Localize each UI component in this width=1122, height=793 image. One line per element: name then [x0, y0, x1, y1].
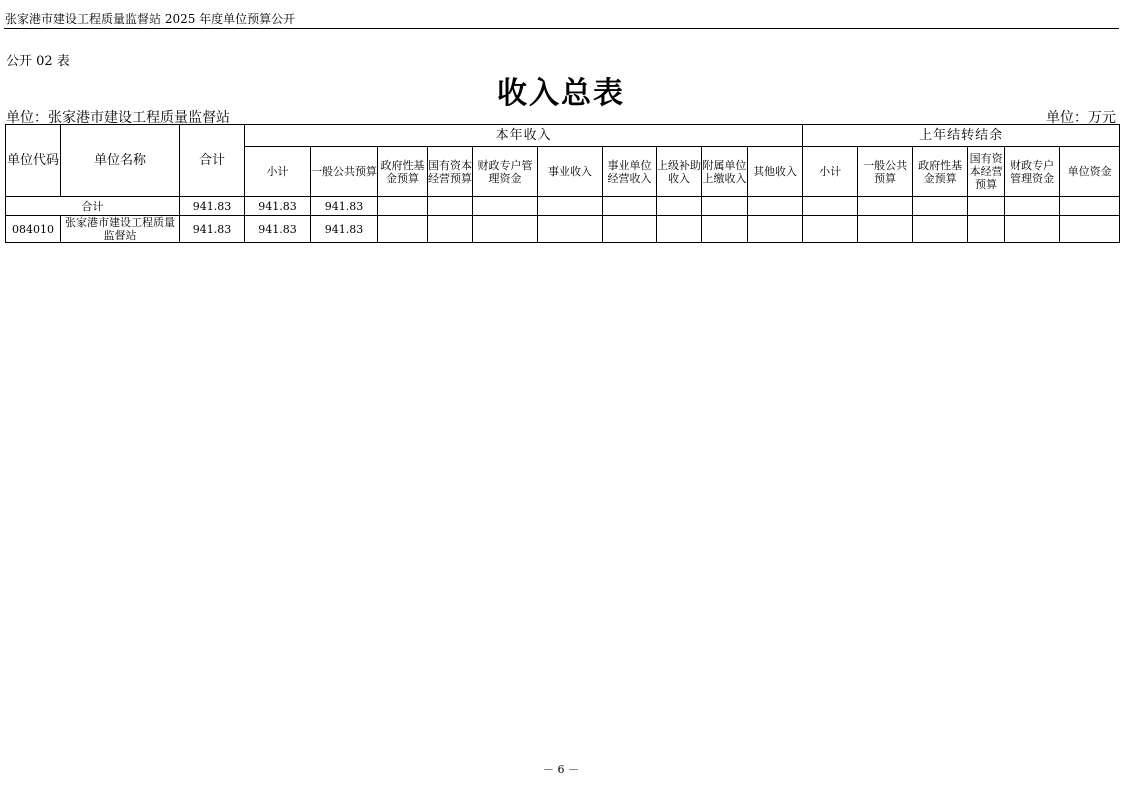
empty-cell	[1005, 197, 1060, 216]
header-cur-other-income: 其他收入	[748, 147, 803, 197]
empty-cell	[858, 197, 913, 216]
row-unit-name: 张家港市建设工程质量监督站	[61, 216, 180, 243]
header-cur-operating-income: 事业单位经营收入	[603, 147, 657, 197]
total-row-label: 合计	[6, 197, 180, 216]
empty-cell	[603, 216, 657, 243]
form-number: 公开 02 表	[6, 54, 70, 69]
header-prior-unit-funds: 单位资金	[1060, 147, 1120, 197]
header-cur-special-account: 财政专户管理资金	[473, 147, 538, 197]
empty-cell	[378, 216, 428, 243]
empty-cell	[803, 197, 858, 216]
header-cur-gov-fund: 政府性基金预算	[378, 147, 428, 197]
header-cur-superior-subsidy: 上级补助收入	[657, 147, 702, 197]
page-number: － 6 －	[543, 763, 579, 776]
empty-cell	[968, 197, 1005, 216]
row-unit-code: 084010	[6, 216, 61, 243]
empty-cell	[702, 216, 748, 243]
header-cur-state-capital: 国有资本经营预算	[428, 147, 473, 197]
empty-cell	[968, 216, 1005, 243]
empty-cell	[428, 216, 473, 243]
empty-cell	[473, 216, 538, 243]
empty-cell	[913, 197, 968, 216]
header-prior-subtotal: 小计	[803, 147, 858, 197]
empty-cell	[538, 197, 603, 216]
reporting-unit: 单位：张家港市建设工程质量监督站	[6, 110, 230, 126]
income-summary-table	[5, 124, 1120, 243]
empty-cell	[748, 216, 803, 243]
empty-cell	[657, 197, 702, 216]
empty-cell	[1060, 197, 1120, 216]
header-prior-state-capital: 国有资本经营预算	[968, 147, 1005, 197]
empty-cell	[428, 197, 473, 216]
empty-cell	[538, 216, 603, 243]
total-row-cur-general: 941.83	[311, 197, 378, 216]
header-prior-special-account: 财政专户管理资金	[1005, 147, 1060, 197]
empty-cell	[1060, 216, 1120, 243]
header-prior-gov-fund: 政府性基金预算	[913, 147, 968, 197]
table-row-total	[6, 197, 1120, 216]
empty-cell	[858, 216, 913, 243]
header-cur-general-budget: 一般公共预算	[311, 147, 378, 197]
currency-unit: 单位：万元	[1046, 110, 1116, 126]
empty-cell	[603, 197, 657, 216]
row-total: 941.83	[180, 216, 245, 243]
header-cur-business-income: 事业收入	[538, 147, 603, 197]
empty-cell	[702, 197, 748, 216]
header-group-current-year: 本年收入	[245, 125, 803, 147]
table-row	[6, 216, 1120, 243]
total-row-cur-subtotal: 941.83	[245, 197, 311, 216]
total-row-total: 941.83	[180, 197, 245, 216]
header-total: 合计	[180, 125, 245, 197]
empty-cell	[378, 197, 428, 216]
header-unit-code: 单位代码	[6, 125, 61, 197]
row-cur-subtotal: 941.83	[245, 216, 311, 243]
empty-cell	[657, 216, 702, 243]
header-cur-affiliate-remit: 附属单位上缴收入	[702, 147, 748, 197]
header-cur-subtotal: 小计	[245, 147, 311, 197]
empty-cell	[473, 197, 538, 216]
empty-cell	[803, 216, 858, 243]
empty-cell	[1005, 216, 1060, 243]
running-header: 张家港市建设工程质量监督站 2025 年度单位预算公开	[5, 12, 296, 26]
header-prior-general-budget: 一般公共预算	[858, 147, 913, 197]
header-group-prior-carryover: 上年结转结余	[803, 125, 1120, 147]
page-title: 收入总表	[497, 76, 625, 111]
empty-cell	[913, 216, 968, 243]
row-cur-general: 941.83	[311, 216, 378, 243]
empty-cell	[748, 197, 803, 216]
header-unit-name: 单位名称	[61, 125, 180, 197]
header-rule	[4, 28, 1119, 29]
